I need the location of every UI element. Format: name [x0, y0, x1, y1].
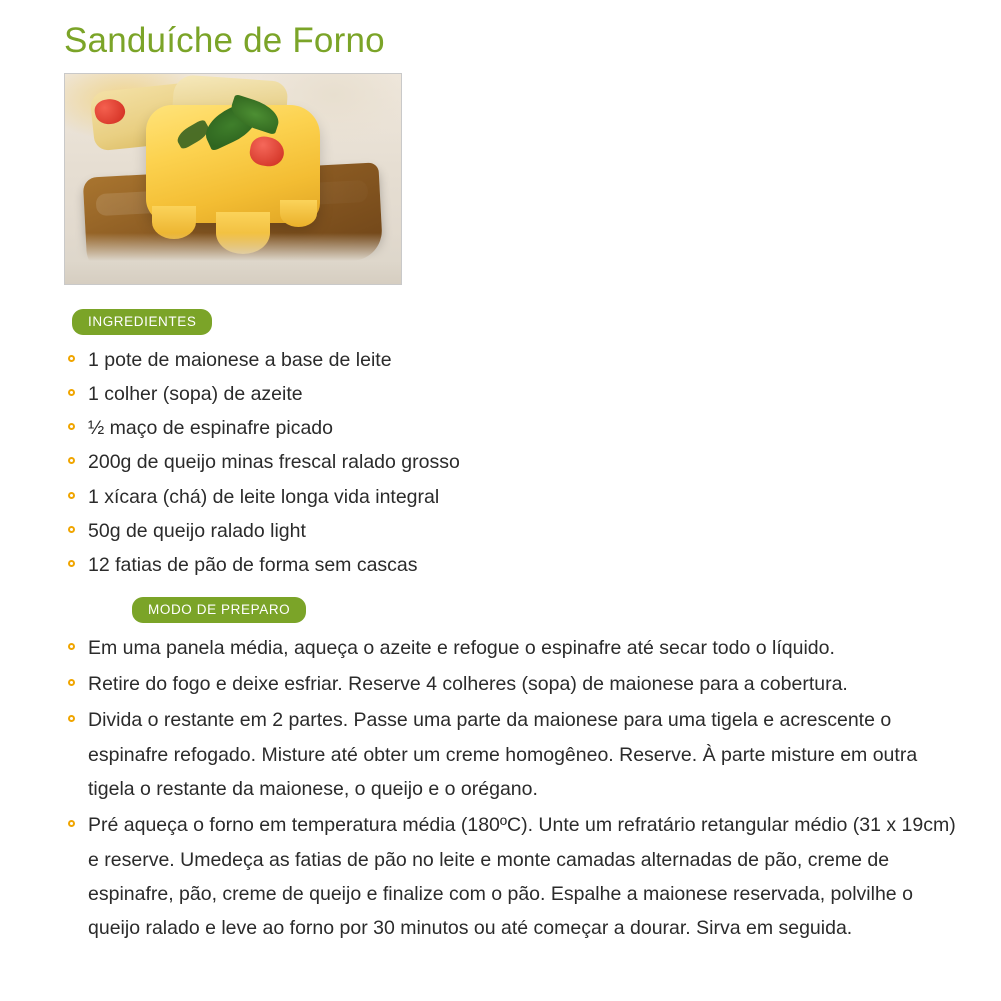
- preparation-steps-list: [64, 631, 961, 946]
- ingredient-text: 50g de queijo ralado light: [88, 520, 306, 543]
- list-item: [64, 377, 961, 411]
- list-item: [64, 411, 961, 445]
- step-text: Retire do fogo e deixe esfriar. Reserve 4 colheres (sopa) de maionese para a cobertura.: [88, 673, 848, 695]
- bullet-icon: [68, 355, 75, 362]
- recipe-photo: [64, 73, 402, 285]
- bullet-icon: [68, 526, 75, 533]
- method-section-label: MODO DE PREPARO: [132, 597, 306, 623]
- ingredient-text: 200g de queijo minas frescal ralado grosso: [88, 451, 460, 474]
- list-item: [64, 343, 961, 377]
- bullet-icon: [68, 389, 75, 396]
- bullet-icon: [68, 423, 75, 430]
- step-text: Em uma panela média, aqueça o azeite e refogue o espinafre até secar todo o líquido.: [88, 636, 835, 659]
- bullet-icon: [68, 820, 75, 827]
- bullet-icon: [68, 643, 75, 650]
- ingredients-section-label: INGREDIENTES: [72, 309, 212, 335]
- ingredient-text: 1 xícara (chá) de leite longa vida integral: [88, 485, 440, 508]
- ingredients-list: [64, 343, 961, 583]
- list-item: [64, 445, 961, 479]
- bullet-icon: [68, 492, 75, 499]
- ingredient-text: ½ maço de espinafre picado: [88, 417, 333, 440]
- list-item: [64, 808, 961, 945]
- ingredient-text: 12 fatias de pão de forma sem cascas: [88, 554, 418, 577]
- photo-cloth: [65, 233, 401, 283]
- list-item: [64, 631, 961, 665]
- list-item: [64, 703, 961, 806]
- ingredient-text: 1 pote de maionese a base de leite: [88, 348, 392, 371]
- list-item: [64, 667, 961, 701]
- page-title: Sanduíche de Forno: [64, 21, 385, 60]
- bullet-icon: [68, 457, 75, 464]
- bullet-icon: [68, 715, 75, 722]
- step-text: Divida o restante em 2 partes. Passe uma parte da maionese para uma tigela e acrescente o espinafre refogado. Misture até obter um creme homogêneo. Reserve. À parte misture em outra tigela o restante da maionese, o queijo e o orégano.: [88, 709, 918, 800]
- photo-cheese-drip-3: [280, 200, 317, 227]
- list-item: [64, 548, 961, 582]
- step-text: Pré aqueça o forno em temperatura média (180ºC). Unte um refratário retangular médio (31 x 19cm) e reserve. Umedeça as fatias de pão no leite e monte camadas alternadas de pão, creme de espinafre, pão, creme de queijo e finalize com o pão. Espalhe a maionese reservada, polvilhe o queijo ralado e leve ao forno por 30 minutos ou até começar a dourar. Sirva em seguida.: [88, 814, 956, 940]
- list-item: [64, 514, 961, 548]
- list-item: [64, 480, 961, 514]
- bullet-icon: [68, 679, 75, 686]
- bullet-icon: [68, 560, 75, 567]
- ingredient-text: 1 colher (sopa) de azeite: [88, 382, 303, 405]
